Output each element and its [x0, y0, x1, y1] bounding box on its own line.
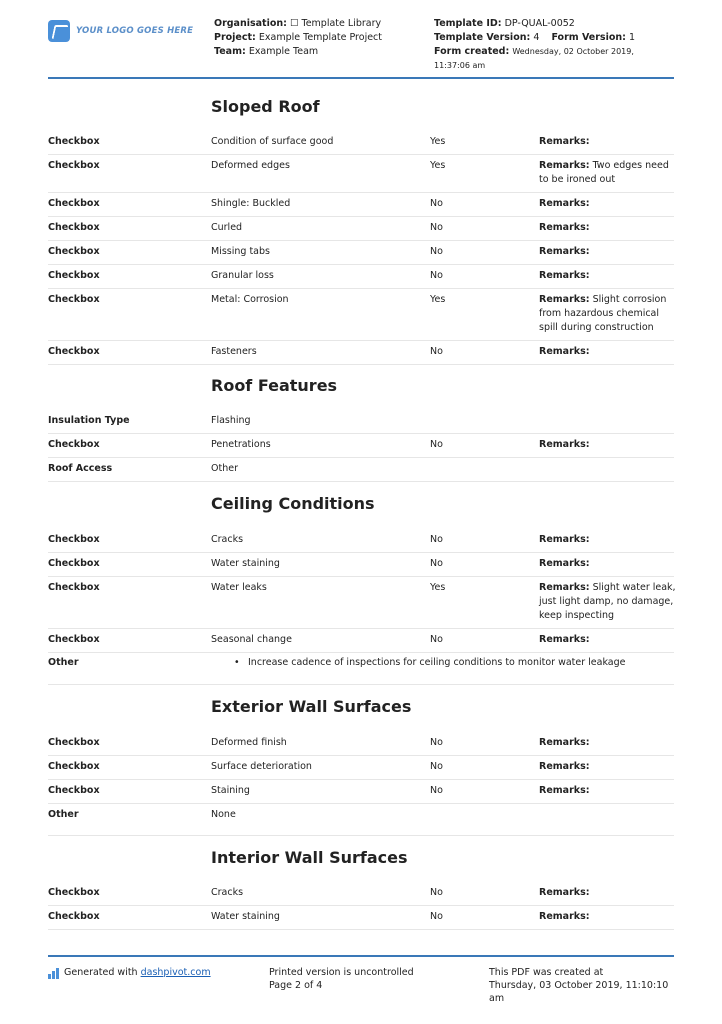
row-item: Surface deterioration	[211, 761, 312, 772]
row-type: Checkbox	[48, 222, 100, 233]
row-type: Checkbox	[48, 558, 100, 569]
row-type: Checkbox	[48, 346, 100, 357]
row-value: Yes	[430, 136, 446, 147]
org-value: ☐ Template Library	[289, 18, 382, 29]
row-value: No	[430, 761, 443, 772]
section-title-interior-wall: Interior Wall Surfaces	[211, 848, 408, 867]
generated-prefix: Generated with	[64, 967, 138, 978]
table-row	[48, 528, 674, 553]
row-item: Water leaks	[211, 582, 267, 593]
other-bullet-text: Increase cadence of inspections for ceiling conditions to monitor water leakage	[248, 657, 626, 668]
form-created-value: Wednesday, 02 October 2019,	[512, 47, 634, 56]
dashpivot-bars-icon	[48, 966, 60, 979]
row-item: Cracks	[211, 534, 244, 545]
row-type: Checkbox	[48, 761, 100, 772]
form-created-time: 11:37:06 am	[434, 61, 486, 70]
row-type: Checkbox	[48, 582, 100, 593]
row-type: Other	[48, 657, 79, 668]
row-type: Checkbox	[48, 439, 100, 450]
row-item: Metal: Corrosion	[211, 294, 289, 305]
remarks-label: Remarks:	[539, 785, 590, 796]
project-label: Project:	[214, 32, 256, 43]
table-row	[48, 409, 674, 434]
template-id-value: DP-QUAL-0052	[504, 18, 575, 29]
row-item: Water staining	[211, 911, 280, 922]
remarks-label: Remarks:	[539, 439, 590, 450]
table-row	[48, 192, 674, 217]
remarks-label: Remarks:	[539, 270, 590, 281]
row-item: Other	[211, 463, 238, 474]
row-item: None	[211, 809, 236, 820]
section-title-roof-features: Roof Features	[211, 376, 338, 395]
row-type: Checkbox	[48, 911, 100, 922]
remarks-label: Remarks:	[539, 222, 590, 233]
row-type: Checkbox	[48, 534, 100, 545]
org-label: Organisation:	[214, 18, 287, 29]
template-version-value: 4	[533, 32, 540, 43]
row-type: Checkbox	[48, 160, 100, 171]
row-remarks	[539, 269, 679, 283]
template-id-label: Template ID:	[434, 18, 502, 29]
row-value: No	[430, 222, 443, 233]
remarks-label: Remarks:	[539, 911, 590, 922]
uncontrolled-text: Printed version is uncontrolled	[269, 967, 414, 978]
table-row	[48, 628, 674, 653]
remarks-label: Remarks:	[539, 737, 590, 748]
table-row	[48, 731, 674, 756]
row-remarks	[539, 197, 679, 211]
row-type: Checkbox	[48, 634, 100, 645]
form-version-value: 1	[628, 32, 636, 43]
footer-divider	[48, 955, 674, 957]
row-remarks	[539, 245, 679, 259]
row-remarks	[539, 533, 679, 547]
row-type: Checkbox	[48, 887, 100, 898]
table-row	[48, 154, 674, 193]
footer-generated	[48, 966, 211, 979]
logo-text: YOUR LOGO GOES HERE	[76, 26, 194, 36]
row-remarks	[539, 345, 679, 359]
template-version-label: Template Version:	[434, 32, 531, 43]
row-value: No	[430, 887, 443, 898]
row-remarks	[539, 221, 679, 235]
remarks-label: Remarks:	[539, 761, 590, 772]
row-type: Other	[48, 809, 79, 820]
pdf-created-line3: am	[489, 993, 505, 1004]
remarks-text: Slight corrosion from hazardous chemical spill during construction	[539, 294, 667, 333]
row-remarks	[539, 581, 679, 623]
row-value: Yes	[430, 294, 446, 305]
row-remarks	[539, 438, 679, 452]
section-title-sloped-roof: Sloped Roof	[211, 97, 320, 116]
row-remarks	[539, 760, 679, 774]
team-label: Team:	[214, 46, 246, 57]
section-title-ceiling-conditions: Ceiling Conditions	[211, 494, 375, 513]
row-type: Checkbox	[48, 246, 100, 257]
row-remarks	[539, 633, 679, 647]
table-row	[48, 264, 674, 289]
footer-pdf-created	[489, 966, 668, 1005]
remarks-label: Remarks:	[539, 634, 590, 645]
table-row	[48, 881, 674, 906]
row-remarks	[539, 910, 679, 924]
row-item: Condition of surface good	[211, 136, 334, 147]
row-value: No	[430, 785, 443, 796]
row-value: No	[430, 558, 443, 569]
row-type: Checkbox	[48, 198, 100, 209]
table-row	[48, 552, 674, 577]
remarks-label: Remarks:	[539, 534, 590, 545]
row-value: No	[430, 346, 443, 357]
row-remarks	[539, 557, 679, 571]
remarks-label: Remarks:	[539, 246, 590, 257]
table-row	[48, 457, 674, 482]
row-item: Fasteners	[211, 346, 257, 357]
remarks-label: Remarks:	[539, 582, 590, 593]
table-row	[48, 652, 674, 685]
header-divider	[48, 77, 674, 79]
row-item: Granular loss	[211, 270, 274, 281]
row-type: Checkbox	[48, 136, 100, 147]
row-item: Shingle: Buckled	[211, 198, 291, 209]
row-item: Water staining	[211, 558, 280, 569]
row-value: No	[430, 439, 443, 450]
table-row	[48, 779, 674, 804]
company-logo	[48, 19, 198, 43]
dashpivot-link[interactable]: dashpivot.com	[140, 967, 211, 978]
row-remarks	[539, 736, 679, 750]
row-remarks	[539, 293, 679, 335]
table-row	[48, 755, 674, 780]
row-item: Penetrations	[211, 439, 271, 450]
table-row	[48, 240, 674, 265]
bullet-icon: •	[234, 657, 240, 668]
remarks-label: Remarks:	[539, 160, 590, 171]
remarks-label: Remarks:	[539, 198, 590, 209]
header-org-block	[214, 17, 382, 59]
row-value: No	[430, 270, 443, 281]
row-remarks	[539, 784, 679, 798]
row-type: Checkbox	[48, 270, 100, 281]
team-value: Example Team	[248, 46, 319, 57]
remarks-label: Remarks:	[539, 294, 590, 305]
form-created-label: Form created:	[434, 46, 510, 57]
project-value: Example Template Project	[258, 32, 382, 43]
pdf-created-line1: This PDF was created at	[489, 967, 604, 978]
pdf-created-line2: Thursday, 03 October 2019, 11:10:10	[489, 980, 669, 991]
remarks-text: Slight water leak, just light damp, no damage, keep inspecting	[539, 582, 676, 621]
row-type: Checkbox	[48, 785, 100, 796]
row-type: Insulation Type	[48, 415, 130, 426]
table-row	[48, 340, 674, 365]
form-version-label: Form Version:	[551, 32, 626, 43]
row-item: Staining	[211, 785, 250, 796]
row-value: No	[430, 911, 443, 922]
row-value: No	[430, 534, 443, 545]
section-title-exterior-wall: Exterior Wall Surfaces	[211, 697, 412, 716]
row-remarks	[539, 135, 679, 149]
row-item: Seasonal change	[211, 634, 292, 645]
row-item: Cracks	[211, 887, 244, 898]
row-value: Yes	[430, 160, 446, 171]
row-type: Roof Access	[48, 463, 113, 474]
row-remarks	[539, 886, 679, 900]
table-row	[48, 803, 674, 836]
row-value: No	[430, 246, 443, 257]
table-row	[48, 130, 674, 155]
row-type: Checkbox	[48, 737, 100, 748]
row-item: Deformed edges	[211, 160, 290, 171]
row-type: Checkbox	[48, 294, 100, 305]
table-row	[48, 905, 674, 930]
table-row	[48, 433, 674, 458]
table-row	[48, 576, 674, 629]
remarks-label: Remarks:	[539, 346, 590, 357]
row-value: No	[430, 198, 443, 209]
table-row	[48, 288, 674, 341]
header-template-block	[434, 17, 635, 73]
row-value: Yes	[430, 582, 446, 593]
remarks-text: Two edges need to be ironed out	[539, 160, 669, 185]
row-item: Missing tabs	[211, 246, 270, 257]
row-item: Flashing	[211, 415, 251, 426]
row-item: Curled	[211, 222, 243, 233]
table-row	[48, 216, 674, 241]
footer-print-info	[269, 966, 414, 992]
remarks-label: Remarks:	[539, 887, 590, 898]
page-number: Page 2 of 4	[269, 980, 323, 991]
row-value: No	[430, 737, 443, 748]
logo-icon	[48, 20, 70, 42]
row-value: No	[430, 634, 443, 645]
row-remarks	[539, 159, 679, 187]
remarks-label: Remarks:	[539, 558, 590, 569]
row-item: Deformed finish	[211, 737, 287, 748]
remarks-label: Remarks:	[539, 136, 590, 147]
